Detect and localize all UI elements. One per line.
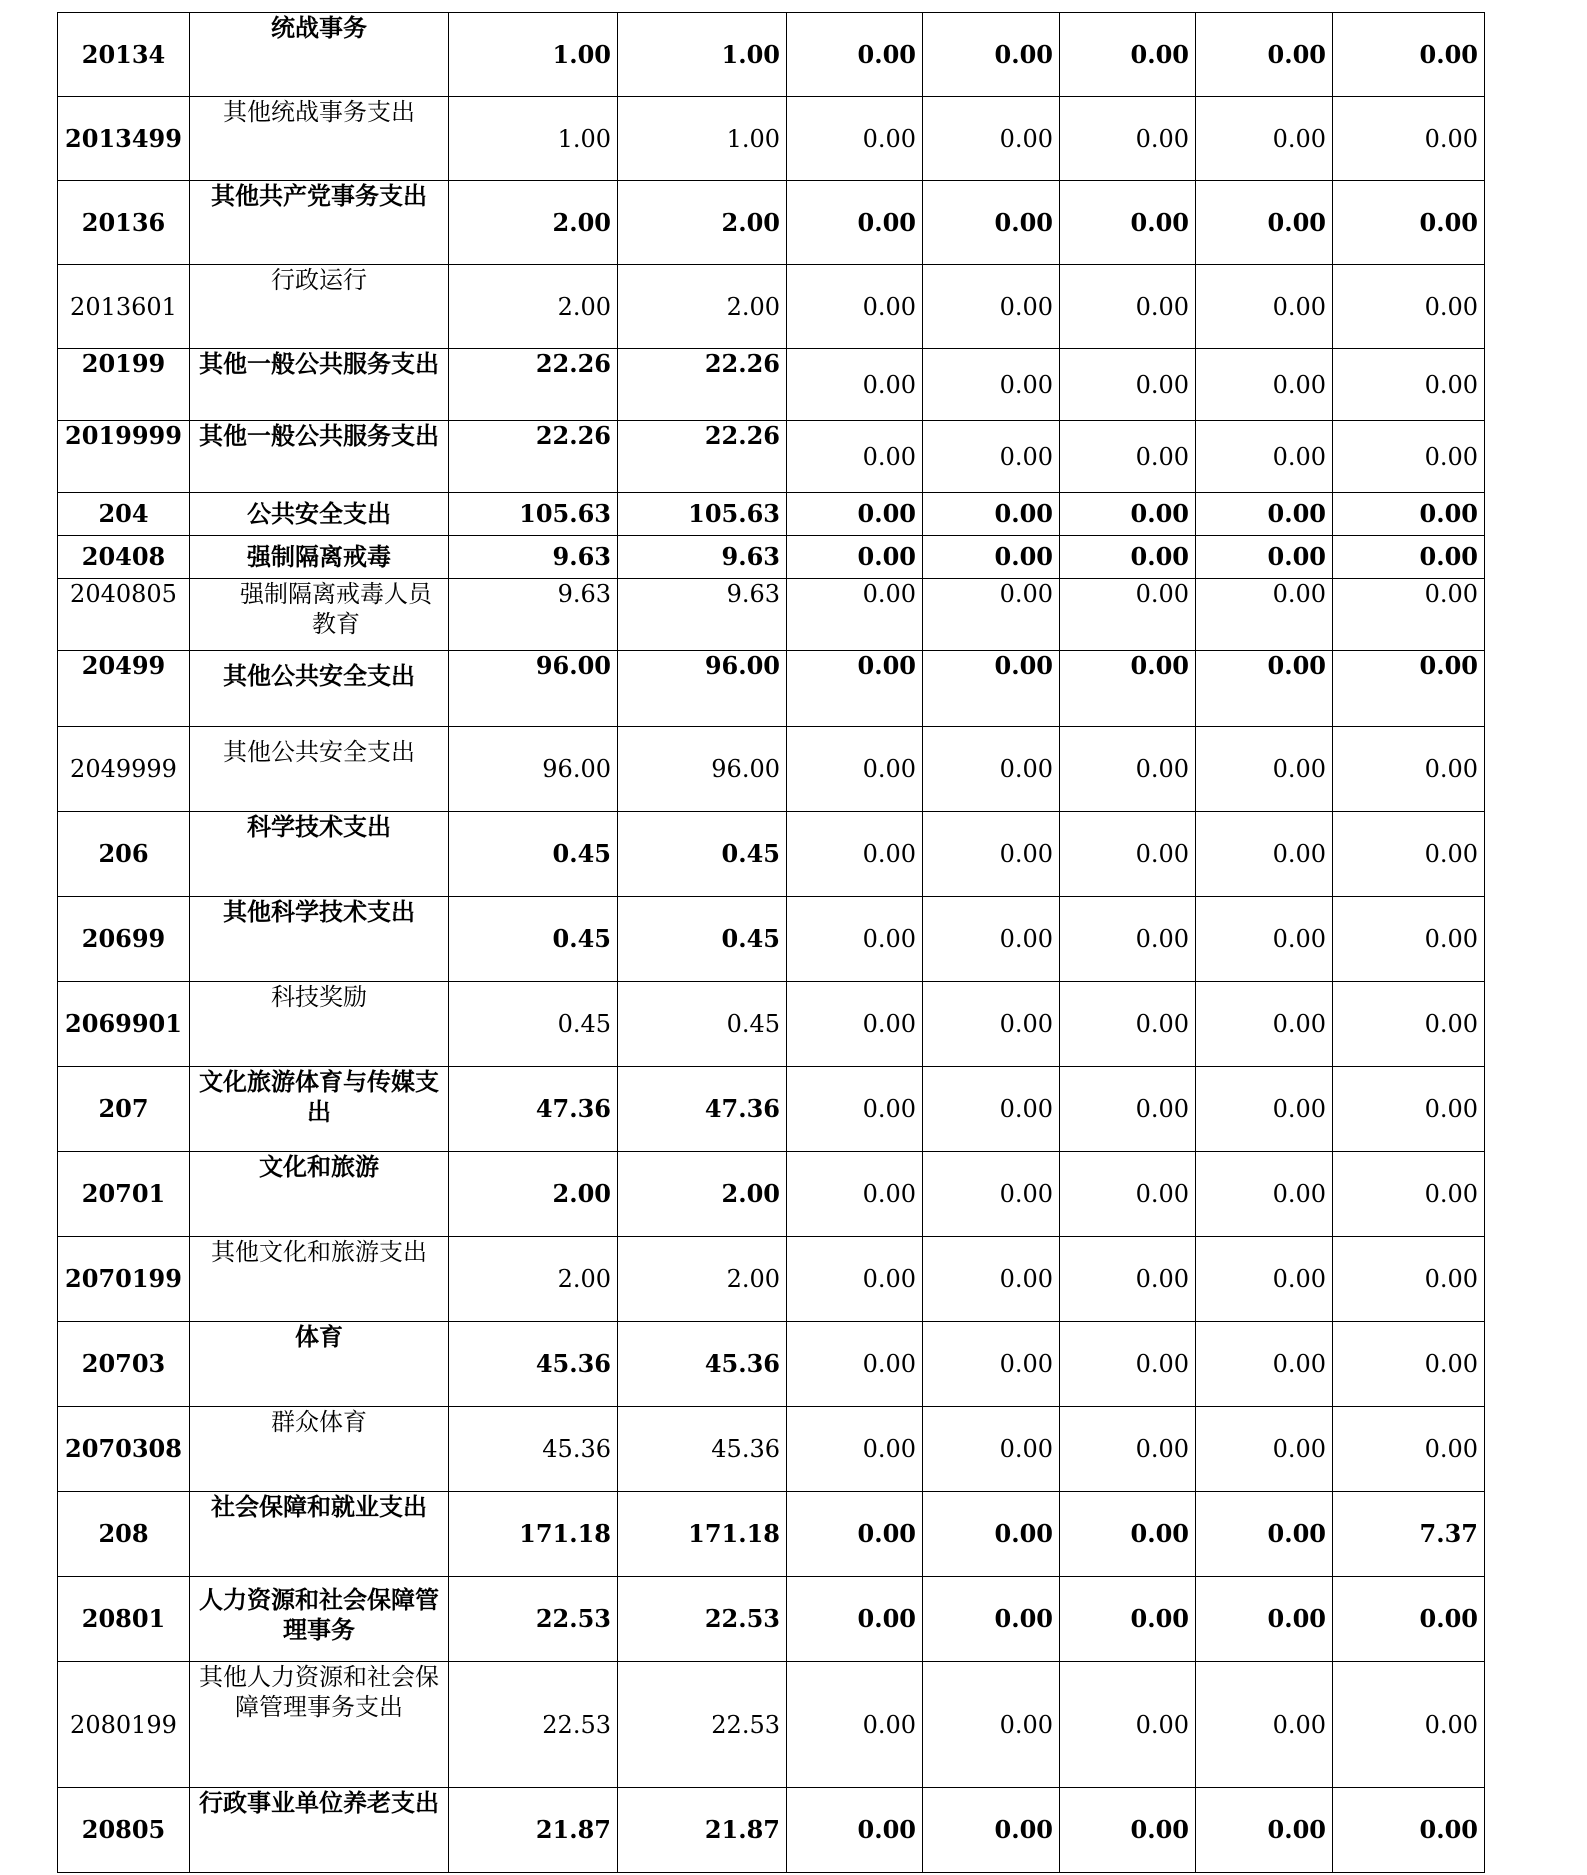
amount-col-5: 0.00 bbox=[1060, 579, 1196, 651]
account-code: 208 bbox=[58, 1492, 190, 1577]
account-code: 20134 bbox=[58, 13, 190, 97]
table-row bbox=[58, 265, 1485, 349]
account-code: 2070199 bbox=[58, 1237, 190, 1322]
amount-col-6: 0.00 bbox=[1196, 1067, 1333, 1152]
table-row bbox=[58, 1237, 1485, 1322]
amount-col-7: 0.00 bbox=[1333, 812, 1485, 897]
amount-general-budget: 0.45 bbox=[618, 897, 787, 982]
account-name: 文化和旅游 bbox=[190, 1152, 449, 1237]
amount-general-budget: 2.00 bbox=[618, 265, 787, 349]
amount-col-3: 0.00 bbox=[787, 897, 923, 982]
amount-col-5: 0.00 bbox=[1060, 1407, 1196, 1492]
amount-col-4: 0.00 bbox=[923, 897, 1060, 982]
amount-col-7: 0.00 bbox=[1333, 1577, 1485, 1662]
amount-col-7: 0.00 bbox=[1333, 897, 1485, 982]
amount-col-7: 0.00 bbox=[1333, 982, 1485, 1067]
amount-col-4: 0.00 bbox=[923, 421, 1060, 493]
amount-col-7: 0.00 bbox=[1333, 349, 1485, 421]
amount-col-3: 0.00 bbox=[787, 181, 923, 265]
amount-col-3: 0.00 bbox=[787, 651, 923, 727]
amount-general-budget: 22.53 bbox=[618, 1577, 787, 1662]
table-row bbox=[58, 421, 1485, 493]
table-row bbox=[58, 493, 1485, 536]
amount-general-budget: 2.00 bbox=[618, 181, 787, 265]
amount-col-7: 0.00 bbox=[1333, 727, 1485, 812]
amount-general-budget: 0.45 bbox=[618, 812, 787, 897]
amount-col-7: 0.00 bbox=[1333, 1788, 1485, 1873]
amount-col-5: 0.00 bbox=[1060, 265, 1196, 349]
account-code: 20499 bbox=[58, 651, 190, 727]
amount-total: 45.36 bbox=[449, 1322, 618, 1407]
amount-col-7: 7.37 bbox=[1333, 1492, 1485, 1577]
account-name: 其他科学技术支出 bbox=[190, 897, 449, 982]
account-code: 2049999 bbox=[58, 727, 190, 812]
table-row bbox=[58, 982, 1485, 1067]
amount-col-3: 0.00 bbox=[787, 1152, 923, 1237]
amount-col-3: 0.00 bbox=[787, 812, 923, 897]
amount-col-5: 0.00 bbox=[1060, 1492, 1196, 1577]
amount-total: 96.00 bbox=[449, 651, 618, 727]
amount-total: 2.00 bbox=[449, 1237, 618, 1322]
account-code: 20699 bbox=[58, 897, 190, 982]
amount-general-budget: 45.36 bbox=[618, 1407, 787, 1492]
amount-col-6: 0.00 bbox=[1196, 1322, 1333, 1407]
amount-col-5: 0.00 bbox=[1060, 651, 1196, 727]
table-row bbox=[58, 579, 1485, 651]
account-code: 2013601 bbox=[58, 265, 190, 349]
amount-col-7: 0.00 bbox=[1333, 1067, 1485, 1152]
amount-col-5: 0.00 bbox=[1060, 181, 1196, 265]
amount-total: 2.00 bbox=[449, 181, 618, 265]
account-name: 科技奖励 bbox=[190, 982, 449, 1067]
amount-col-4: 0.00 bbox=[923, 536, 1060, 579]
amount-col-4: 0.00 bbox=[923, 579, 1060, 651]
amount-col-6: 0.00 bbox=[1196, 421, 1333, 493]
account-name: 其他人力资源和社会保障管理事务支出 bbox=[190, 1662, 449, 1788]
amount-col-4: 0.00 bbox=[923, 1237, 1060, 1322]
table-row bbox=[58, 349, 1485, 421]
table-row bbox=[58, 1577, 1485, 1662]
account-name: 体育 bbox=[190, 1322, 449, 1407]
amount-col-7: 0.00 bbox=[1333, 181, 1485, 265]
amount-col-4: 0.00 bbox=[923, 727, 1060, 812]
amount-col-6: 0.00 bbox=[1196, 1788, 1333, 1873]
amount-col-6: 0.00 bbox=[1196, 579, 1333, 651]
account-code: 204 bbox=[58, 493, 190, 536]
amount-col-6: 0.00 bbox=[1196, 1577, 1333, 1662]
amount-col-3: 0.00 bbox=[787, 1322, 923, 1407]
amount-col-5: 0.00 bbox=[1060, 421, 1196, 493]
amount-general-budget: 1.00 bbox=[618, 97, 787, 181]
amount-col-7: 0.00 bbox=[1333, 97, 1485, 181]
account-code: 20408 bbox=[58, 536, 190, 579]
amount-col-6: 0.00 bbox=[1196, 1407, 1333, 1492]
amount-col-5: 0.00 bbox=[1060, 897, 1196, 982]
account-code: 20801 bbox=[58, 1577, 190, 1662]
amount-total: 22.53 bbox=[449, 1577, 618, 1662]
amount-col-6: 0.00 bbox=[1196, 982, 1333, 1067]
account-name: 强制隔离戒毒 bbox=[190, 536, 449, 579]
amount-col-7: 0.00 bbox=[1333, 536, 1485, 579]
account-name: 人力资源和社会保障管理事务 bbox=[190, 1577, 449, 1662]
account-name: 统战事务 bbox=[190, 13, 449, 97]
amount-col-3: 0.00 bbox=[787, 1788, 923, 1873]
amount-total: 0.45 bbox=[449, 897, 618, 982]
account-name: 行政事业单位养老支出 bbox=[190, 1788, 449, 1873]
amount-total: 0.45 bbox=[449, 982, 618, 1067]
amount-general-budget: 2.00 bbox=[618, 1237, 787, 1322]
amount-col-7: 0.00 bbox=[1333, 1322, 1485, 1407]
amount-col-5: 0.00 bbox=[1060, 1237, 1196, 1322]
amount-col-7: 0.00 bbox=[1333, 13, 1485, 97]
amount-col-4: 0.00 bbox=[923, 349, 1060, 421]
amount-col-6: 0.00 bbox=[1196, 493, 1333, 536]
amount-col-3: 0.00 bbox=[787, 1407, 923, 1492]
amount-col-3: 0.00 bbox=[787, 13, 923, 97]
account-name: 行政运行 bbox=[190, 265, 449, 349]
account-name: 群众体育 bbox=[190, 1407, 449, 1492]
table-row bbox=[58, 1492, 1485, 1577]
account-code: 206 bbox=[58, 812, 190, 897]
amount-col-7: 0.00 bbox=[1333, 265, 1485, 349]
amount-col-7: 0.00 bbox=[1333, 421, 1485, 493]
amount-total: 105.63 bbox=[449, 493, 618, 536]
amount-col-5: 0.00 bbox=[1060, 13, 1196, 97]
account-code: 20701 bbox=[58, 1152, 190, 1237]
amount-col-6: 0.00 bbox=[1196, 727, 1333, 812]
amount-general-budget: 9.63 bbox=[618, 536, 787, 579]
amount-col-5: 0.00 bbox=[1060, 349, 1196, 421]
table-row bbox=[58, 1067, 1485, 1152]
account-name: 其他公共安全支出 bbox=[190, 727, 449, 812]
amount-col-3: 0.00 bbox=[787, 97, 923, 181]
amount-total: 1.00 bbox=[449, 13, 618, 97]
account-name: 其他文化和旅游支出 bbox=[190, 1237, 449, 1322]
amount-col-3: 0.00 bbox=[787, 1662, 923, 1788]
account-name: 社会保障和就业支出 bbox=[190, 1492, 449, 1577]
table-row bbox=[58, 1152, 1485, 1237]
amount-col-4: 0.00 bbox=[923, 97, 1060, 181]
amount-col-4: 0.00 bbox=[923, 181, 1060, 265]
amount-total: 9.63 bbox=[449, 536, 618, 579]
table-row bbox=[58, 1662, 1485, 1788]
amount-col-6: 0.00 bbox=[1196, 265, 1333, 349]
amount-col-6: 0.00 bbox=[1196, 1662, 1333, 1788]
amount-total: 9.63 bbox=[449, 579, 618, 651]
amount-col-5: 0.00 bbox=[1060, 1067, 1196, 1152]
account-name: 其他公共安全支出 bbox=[190, 651, 449, 727]
account-code: 20703 bbox=[58, 1322, 190, 1407]
amount-col-5: 0.00 bbox=[1060, 1322, 1196, 1407]
amount-col-4: 0.00 bbox=[923, 13, 1060, 97]
table-row bbox=[58, 651, 1485, 727]
amount-total: 0.45 bbox=[449, 812, 618, 897]
amount-col-7: 0.00 bbox=[1333, 579, 1485, 651]
amount-col-6: 0.00 bbox=[1196, 97, 1333, 181]
account-code: 20136 bbox=[58, 181, 190, 265]
amount-col-6: 0.00 bbox=[1196, 1152, 1333, 1237]
amount-col-6: 0.00 bbox=[1196, 1492, 1333, 1577]
budget-table bbox=[57, 12, 1485, 1873]
amount-general-budget: 171.18 bbox=[618, 1492, 787, 1577]
amount-col-4: 0.00 bbox=[923, 493, 1060, 536]
amount-col-4: 0.00 bbox=[923, 1322, 1060, 1407]
amount-col-3: 0.00 bbox=[787, 349, 923, 421]
amount-col-6: 0.00 bbox=[1196, 812, 1333, 897]
amount-general-budget: 105.63 bbox=[618, 493, 787, 536]
amount-col-4: 0.00 bbox=[923, 982, 1060, 1067]
account-name: 强制隔离戒毒人员教育 bbox=[190, 579, 449, 651]
amount-col-5: 0.00 bbox=[1060, 536, 1196, 579]
amount-col-6: 0.00 bbox=[1196, 536, 1333, 579]
amount-col-5: 0.00 bbox=[1060, 493, 1196, 536]
amount-general-budget: 22.26 bbox=[618, 349, 787, 421]
amount-col-3: 0.00 bbox=[787, 727, 923, 812]
amount-col-3: 0.00 bbox=[787, 1577, 923, 1662]
amount-general-budget: 9.63 bbox=[618, 579, 787, 651]
amount-col-5: 0.00 bbox=[1060, 1152, 1196, 1237]
amount-general-budget: 96.00 bbox=[618, 651, 787, 727]
amount-col-4: 0.00 bbox=[923, 1492, 1060, 1577]
table-row bbox=[58, 1407, 1485, 1492]
table-row bbox=[58, 1788, 1485, 1873]
amount-col-6: 0.00 bbox=[1196, 1237, 1333, 1322]
amount-general-budget: 47.36 bbox=[618, 1067, 787, 1152]
amount-col-7: 0.00 bbox=[1333, 1237, 1485, 1322]
account-code: 2069901 bbox=[58, 982, 190, 1067]
amount-col-3: 0.00 bbox=[787, 493, 923, 536]
amount-total: 47.36 bbox=[449, 1067, 618, 1152]
amount-col-5: 0.00 bbox=[1060, 97, 1196, 181]
account-code: 207 bbox=[58, 1067, 190, 1152]
table-row bbox=[58, 97, 1485, 181]
amount-total: 96.00 bbox=[449, 727, 618, 812]
table-row bbox=[58, 812, 1485, 897]
account-name: 其他一般公共服务支出 bbox=[190, 349, 449, 421]
amount-col-5: 0.00 bbox=[1060, 1662, 1196, 1788]
table-row bbox=[58, 536, 1485, 579]
amount-col-7: 0.00 bbox=[1333, 1407, 1485, 1492]
amount-general-budget: 22.53 bbox=[618, 1662, 787, 1788]
amount-col-3: 0.00 bbox=[787, 1237, 923, 1322]
amount-col-3: 0.00 bbox=[787, 265, 923, 349]
account-code: 20199 bbox=[58, 349, 190, 421]
amount-col-4: 0.00 bbox=[923, 1662, 1060, 1788]
amount-col-3: 0.00 bbox=[787, 536, 923, 579]
amount-col-7: 0.00 bbox=[1333, 493, 1485, 536]
account-code: 2013499 bbox=[58, 97, 190, 181]
amount-col-6: 0.00 bbox=[1196, 181, 1333, 265]
amount-col-5: 0.00 bbox=[1060, 1788, 1196, 1873]
amount-total: 1.00 bbox=[449, 97, 618, 181]
amount-col-7: 0.00 bbox=[1333, 651, 1485, 727]
amount-total: 22.26 bbox=[449, 421, 618, 493]
amount-total: 22.53 bbox=[449, 1662, 618, 1788]
account-name: 文化旅游体育与传媒支出 bbox=[190, 1067, 449, 1152]
account-code: 20805 bbox=[58, 1788, 190, 1873]
amount-col-3: 0.00 bbox=[787, 579, 923, 651]
amount-col-5: 0.00 bbox=[1060, 812, 1196, 897]
table-row bbox=[58, 727, 1485, 812]
amount-general-budget: 22.26 bbox=[618, 421, 787, 493]
amount-total: 45.36 bbox=[449, 1407, 618, 1492]
amount-col-4: 0.00 bbox=[923, 1152, 1060, 1237]
amount-total: 21.87 bbox=[449, 1788, 618, 1873]
table-row bbox=[58, 13, 1485, 97]
account-name: 科学技术支出 bbox=[190, 812, 449, 897]
amount-col-4: 0.00 bbox=[923, 812, 1060, 897]
amount-col-6: 0.00 bbox=[1196, 651, 1333, 727]
table-row bbox=[58, 897, 1485, 982]
amount-total: 22.26 bbox=[449, 349, 618, 421]
amount-col-4: 0.00 bbox=[923, 1407, 1060, 1492]
amount-total: 2.00 bbox=[449, 1152, 618, 1237]
amount-col-6: 0.00 bbox=[1196, 13, 1333, 97]
amount-col-5: 0.00 bbox=[1060, 1577, 1196, 1662]
amount-col-7: 0.00 bbox=[1333, 1662, 1485, 1788]
amount-col-7: 0.00 bbox=[1333, 1152, 1485, 1237]
amount-general-budget: 2.00 bbox=[618, 1152, 787, 1237]
account-code: 2070308 bbox=[58, 1407, 190, 1492]
amount-col-3: 0.00 bbox=[787, 1492, 923, 1577]
amount-total: 2.00 bbox=[449, 265, 618, 349]
amount-general-budget: 21.87 bbox=[618, 1788, 787, 1873]
amount-col-4: 0.00 bbox=[923, 1067, 1060, 1152]
amount-col-6: 0.00 bbox=[1196, 897, 1333, 982]
account-name: 其他一般公共服务支出 bbox=[190, 421, 449, 493]
amount-col-3: 0.00 bbox=[787, 1067, 923, 1152]
amount-general-budget: 0.45 bbox=[618, 982, 787, 1067]
amount-general-budget: 96.00 bbox=[618, 727, 787, 812]
table-row bbox=[58, 181, 1485, 265]
account-name: 公共安全支出 bbox=[190, 493, 449, 536]
amount-col-4: 0.00 bbox=[923, 651, 1060, 727]
account-name: 其他共产党事务支出 bbox=[190, 181, 449, 265]
amount-general-budget: 45.36 bbox=[618, 1322, 787, 1407]
amount-col-4: 0.00 bbox=[923, 265, 1060, 349]
table-row bbox=[58, 1322, 1485, 1407]
account-name: 其他统战事务支出 bbox=[190, 97, 449, 181]
amount-col-3: 0.00 bbox=[787, 982, 923, 1067]
amount-col-4: 0.00 bbox=[923, 1577, 1060, 1662]
amount-col-6: 0.00 bbox=[1196, 349, 1333, 421]
amount-col-5: 0.00 bbox=[1060, 982, 1196, 1067]
account-code: 2040805 bbox=[58, 579, 190, 651]
amount-general-budget: 1.00 bbox=[618, 13, 787, 97]
amount-col-3: 0.00 bbox=[787, 421, 923, 493]
account-code: 2019999 bbox=[58, 421, 190, 493]
amount-col-4: 0.00 bbox=[923, 1788, 1060, 1873]
account-code: 2080199 bbox=[58, 1662, 190, 1788]
amount-col-5: 0.00 bbox=[1060, 727, 1196, 812]
amount-total: 171.18 bbox=[449, 1492, 618, 1577]
